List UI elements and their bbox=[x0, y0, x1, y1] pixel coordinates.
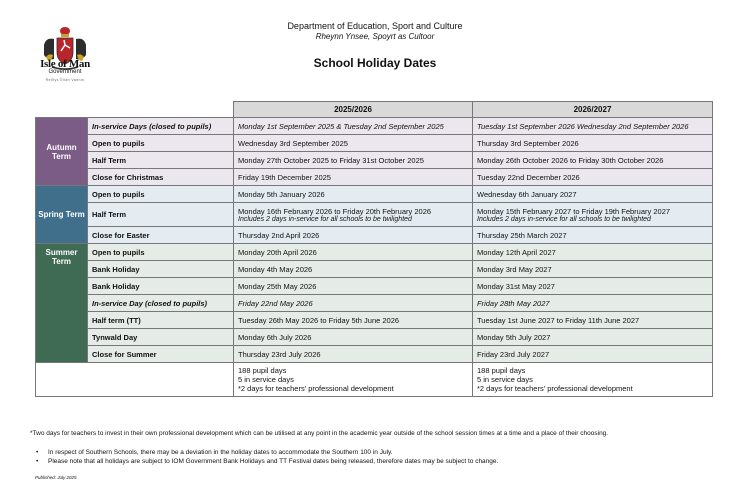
table-cell-2025: Tuesday 26th May 2026 to Friday 5th June 2026 bbox=[234, 312, 473, 329]
table-row-event: Open to pupils bbox=[88, 186, 234, 203]
table-row-event: Half Term bbox=[88, 203, 234, 227]
published-date: Published: July 2025 bbox=[35, 475, 77, 480]
table-cell-2026: Monday 5th July 2027 bbox=[473, 329, 713, 346]
table-cell-2026: Monday 3rd May 2027 bbox=[473, 261, 713, 278]
page-title: School Holiday Dates bbox=[313, 56, 437, 70]
bullet-icon: • bbox=[36, 458, 39, 465]
table-row-event: Half Term bbox=[88, 152, 234, 169]
table-cell-2025: Monday 6th July 2026 bbox=[234, 329, 473, 346]
table-cell-2026: Thursday 3rd September 2026 bbox=[473, 135, 713, 152]
table-cell-2026: Thursday 25th March 2027 bbox=[473, 227, 713, 244]
summary-line: *2 days for teachers' professional development bbox=[238, 384, 394, 393]
table-row-event: Close for Christmas bbox=[88, 169, 234, 186]
table-cell-2026: Monday 12th April 2027 bbox=[473, 244, 713, 261]
notes-list bbox=[36, 448, 498, 466]
term-label-summer: Summer Term bbox=[36, 244, 88, 363]
term-label-spring: Spring Term bbox=[36, 186, 88, 244]
table-row-event: Half term (TT) bbox=[88, 312, 234, 329]
summary-2025 bbox=[234, 363, 473, 397]
table-cell-2025: Wednesday 3rd September 2025 bbox=[234, 135, 473, 152]
table-cell-2025: Thursday 23rd July 2026 bbox=[234, 346, 473, 363]
table-cell-2025: Monday 1st September 2025 & Tuesday 2nd September 2025 bbox=[234, 118, 473, 135]
list-item bbox=[36, 448, 498, 457]
holiday-dates-table bbox=[35, 101, 713, 397]
table-cell-2025: Friday 22nd May 2026 bbox=[234, 295, 473, 312]
table-cell-2025: Monday 5th January 2026 bbox=[234, 186, 473, 203]
col-header-2025: 2025/2026 bbox=[234, 102, 473, 118]
table-cell-2025: Thursday 2nd April 2026 bbox=[234, 227, 473, 244]
bullet-text: Please note that all holidays are subject to IOM Government Bank Holidays and TT Festival dates being released, therefore dates may be subject to change. bbox=[48, 458, 499, 465]
table-cell-2026: Monday 26th October 2026 to Friday 30th October 2026 bbox=[473, 152, 713, 169]
department-name-manx: Rheynn Ynsee, Spoyrt as Cultoor bbox=[315, 32, 435, 41]
summary-line: 5 in service days bbox=[477, 375, 533, 384]
table-cell-2026: Tuesday 1st June 2027 to Friday 11th June 2027 bbox=[473, 312, 713, 329]
bullet-icon: • bbox=[36, 449, 39, 456]
table-row-event: Close for Easter bbox=[88, 227, 234, 244]
table-cell-2026: Friday 28th May 2027 bbox=[473, 295, 713, 312]
cell-text: Monday 16th February 2026 to Friday 20th February 2026 bbox=[238, 206, 432, 216]
logo-motto: Reiltys Ellan Vannin bbox=[45, 78, 85, 82]
col-header-2026: 2026/2027 bbox=[473, 102, 713, 118]
summary-2026 bbox=[473, 363, 713, 397]
logo-name: Isle of Man bbox=[40, 58, 90, 70]
table-cell-2025: Monday 25th May 2026 bbox=[234, 278, 473, 295]
table-row-event: Tynwald Day bbox=[88, 329, 234, 346]
summary-line: 188 pupil days bbox=[477, 366, 526, 375]
cell-text: Monday 15th February 2027 to Friday 19th February 2027 bbox=[477, 206, 671, 216]
table-row-event: In-service Days (closed to pupils) bbox=[88, 118, 234, 135]
table-row-event: Open to pupils bbox=[88, 244, 234, 261]
table-row-event: Bank Holiday bbox=[88, 261, 234, 278]
table-cell-2025: Friday 19th December 2025 bbox=[234, 169, 473, 186]
table-row-event: Close for Summer bbox=[88, 346, 234, 363]
footnote: *Two days for teachers to invest in their own professional development which can be utilised at any point in the academic year outside of the school session times at a time and a place of their choosing. bbox=[30, 430, 609, 437]
table-row-event: In-service Day (closed to pupils) bbox=[88, 295, 234, 312]
summary-line: *2 days for teachers' professional development bbox=[477, 384, 633, 393]
table-cell-2026: Monday 31st May 2027 bbox=[473, 278, 713, 295]
summary-blank bbox=[36, 363, 234, 397]
table-cell-2026: Wednesday 6th January 2027 bbox=[473, 186, 713, 203]
cell-note: Includes 2 days in-service for all schools to be twilighted bbox=[477, 215, 651, 223]
table-cell-2026: Friday 23rd July 2027 bbox=[473, 346, 713, 363]
table-cell-2026: Tuesday 22nd December 2026 bbox=[473, 169, 713, 186]
table-cell-2026: Tuesday 1st September 2026 Wednesday 2nd September 2026 bbox=[473, 118, 713, 135]
summary-line: 5 in service days bbox=[238, 375, 294, 384]
table-row-event: Bank Holiday bbox=[88, 278, 234, 295]
department-name: Department of Education, Sport and Culture bbox=[287, 21, 463, 31]
list-item bbox=[36, 457, 498, 466]
bullet-text: In respect of Southern Schools, there may be a deviation in the holiday dates to accommodate the Southern 100 in July. bbox=[48, 449, 393, 456]
table-cell-2025: Monday 27th October 2025 to Friday 31st October 2025 bbox=[234, 152, 473, 169]
term-label-autumn: Autumn Term bbox=[36, 118, 88, 186]
logo-government: Government bbox=[48, 69, 82, 75]
table-corner bbox=[36, 102, 234, 118]
table-cell-2025: Monday 20th April 2026 bbox=[234, 244, 473, 261]
table-row-event: Open to pupils bbox=[88, 135, 234, 152]
table-cell-2025: Monday 4th May 2026 bbox=[234, 261, 473, 278]
table-cell-2026 bbox=[473, 203, 713, 227]
table-cell-2025 bbox=[234, 203, 473, 227]
cell-note: Includes 2 days in-service for all schools to be twilighted bbox=[238, 215, 412, 223]
summary-line: 188 pupil days bbox=[238, 366, 287, 375]
